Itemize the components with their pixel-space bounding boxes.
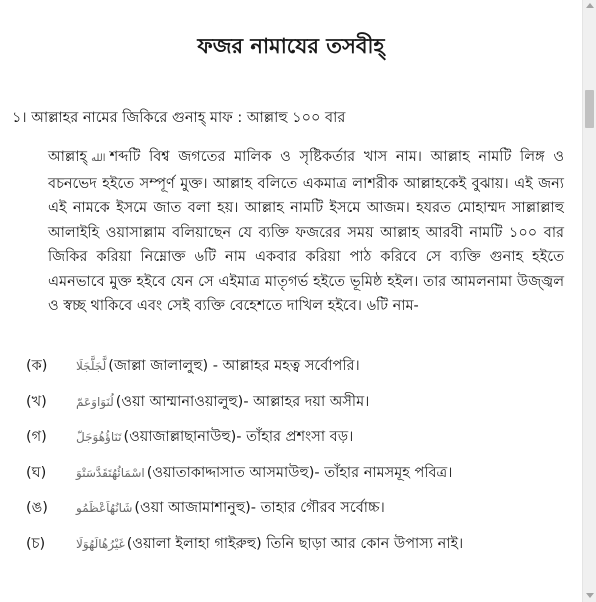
name-text: (ওয়া আম্মানাওয়ালুহু)- আল্লাহর দয়া অসীম। <box>115 393 370 410</box>
page-title: ফজর নামাযের তসবীহ্ <box>197 34 385 58</box>
names-list <box>26 354 576 567</box>
name-text: (ওয়াজাল্লাছানাউহু)- তাঁহার প্রশংসা বড়। <box>123 429 354 445</box>
scrollbar-thumb[interactable] <box>585 90 594 128</box>
list-item <box>26 496 576 532</box>
list-item <box>26 390 576 426</box>
arabic-name: لُنَوَاوَعَمّ <box>76 394 114 409</box>
list-marker: (চ) <box>26 535 46 552</box>
arabic-name: اسْمَائُهُتَقَدَّسَتْوَ <box>76 465 145 480</box>
name-text: (জাল্লা জালালুহু) - আল্লাহর মহত্ব সর্বোপরি। <box>108 358 360 374</box>
paragraph-text: শব্দটি বিশ্ব জগতের মালিক ও সৃষ্টিকর্তার খাস নাম। আল্লাহ নামটি লিঙ্গ ও বচনভেদ হইতে সম্পূর্ণ মুক্ত। আল্লাহ বলিতে একমাত্র লাশরীক আল্লাহকেই বুঝায়। এই জন্য এই নামকে ইসমে জাত বলা হয়। আল্লাহ নামটি ইসমে আজম। হযরত মোহাম্মদ সাল্লাল্লাহু আলাইহি ওয়াসাল্লাম বলিয়াছেন যে ব্যক্তি ফজরের সময় আল্লাহ আরবী নামটি ১০০ বার জিকির করিয়া নিম্নোক্ত ৬টি নাম একবার করিয়া পাঠ করিবে সে ব্যক্তি গুনাহ হইতে এমনভাবে মুক্ত হইবে যেন সে এইমাত্র মাতৃগর্ভ হইতে ভূমিষ্ঠ হইল। তার আমলনামা উজ্জ্বল ও স্বচ্ছ থাকিবে এবং সেই ব্যক্তি বেহেশতে দাখিল হইবে। ৬টি নাম- <box>48 149 564 314</box>
paragraph-lead-word: আল্লাহ্ <box>48 149 88 165</box>
scroll-up-arrow-icon[interactable] <box>586 3 594 8</box>
scroll-down-arrow-icon[interactable] <box>586 593 594 598</box>
list-marker: (ক) <box>26 358 48 374</box>
list-marker: (গ) <box>26 429 47 445</box>
arabic-name: غَيْرُهُالَهُوَلَا <box>76 536 125 551</box>
list-marker: (খ) <box>26 393 47 410</box>
arabic-name: لَّجَلَّجَلَا <box>76 359 107 373</box>
list-marker: (ঘ) <box>26 464 47 481</box>
list-marker: (ঙ) <box>26 500 48 516</box>
list-item <box>26 461 576 497</box>
body-paragraph <box>48 145 564 319</box>
list-item <box>26 354 576 390</box>
list-item <box>26 425 576 461</box>
vertical-scrollbar[interactable] <box>582 0 596 602</box>
section-heading: ১। আল্লাহর নামের জিকিরে গুনাহ্ মাফ : আল্লাহু ১০০ বার <box>12 110 346 126</box>
list-item <box>26 532 576 568</box>
name-text: (ওয়া আজামাশানুহু)- তাহার গৌরব সর্বোচ্চ। <box>134 500 385 516</box>
name-text: (ওয়ালা ইলাহা গাইরুহু) তিনি ছাড়া আর কোন উপাস্য নাই। <box>126 535 464 552</box>
arabic-name: تَنَاؤُهُوَجَلّ <box>76 430 122 444</box>
paragraph-arabic-word: الله <box>91 153 106 164</box>
arabic-name: شَانُهُاَعْظَمُو <box>76 501 133 515</box>
name-text: (ওয়াতাকাদ্দাসাত আসমাউহু)- তাঁহার নামসমূহ পবিত্র। <box>146 464 453 481</box>
